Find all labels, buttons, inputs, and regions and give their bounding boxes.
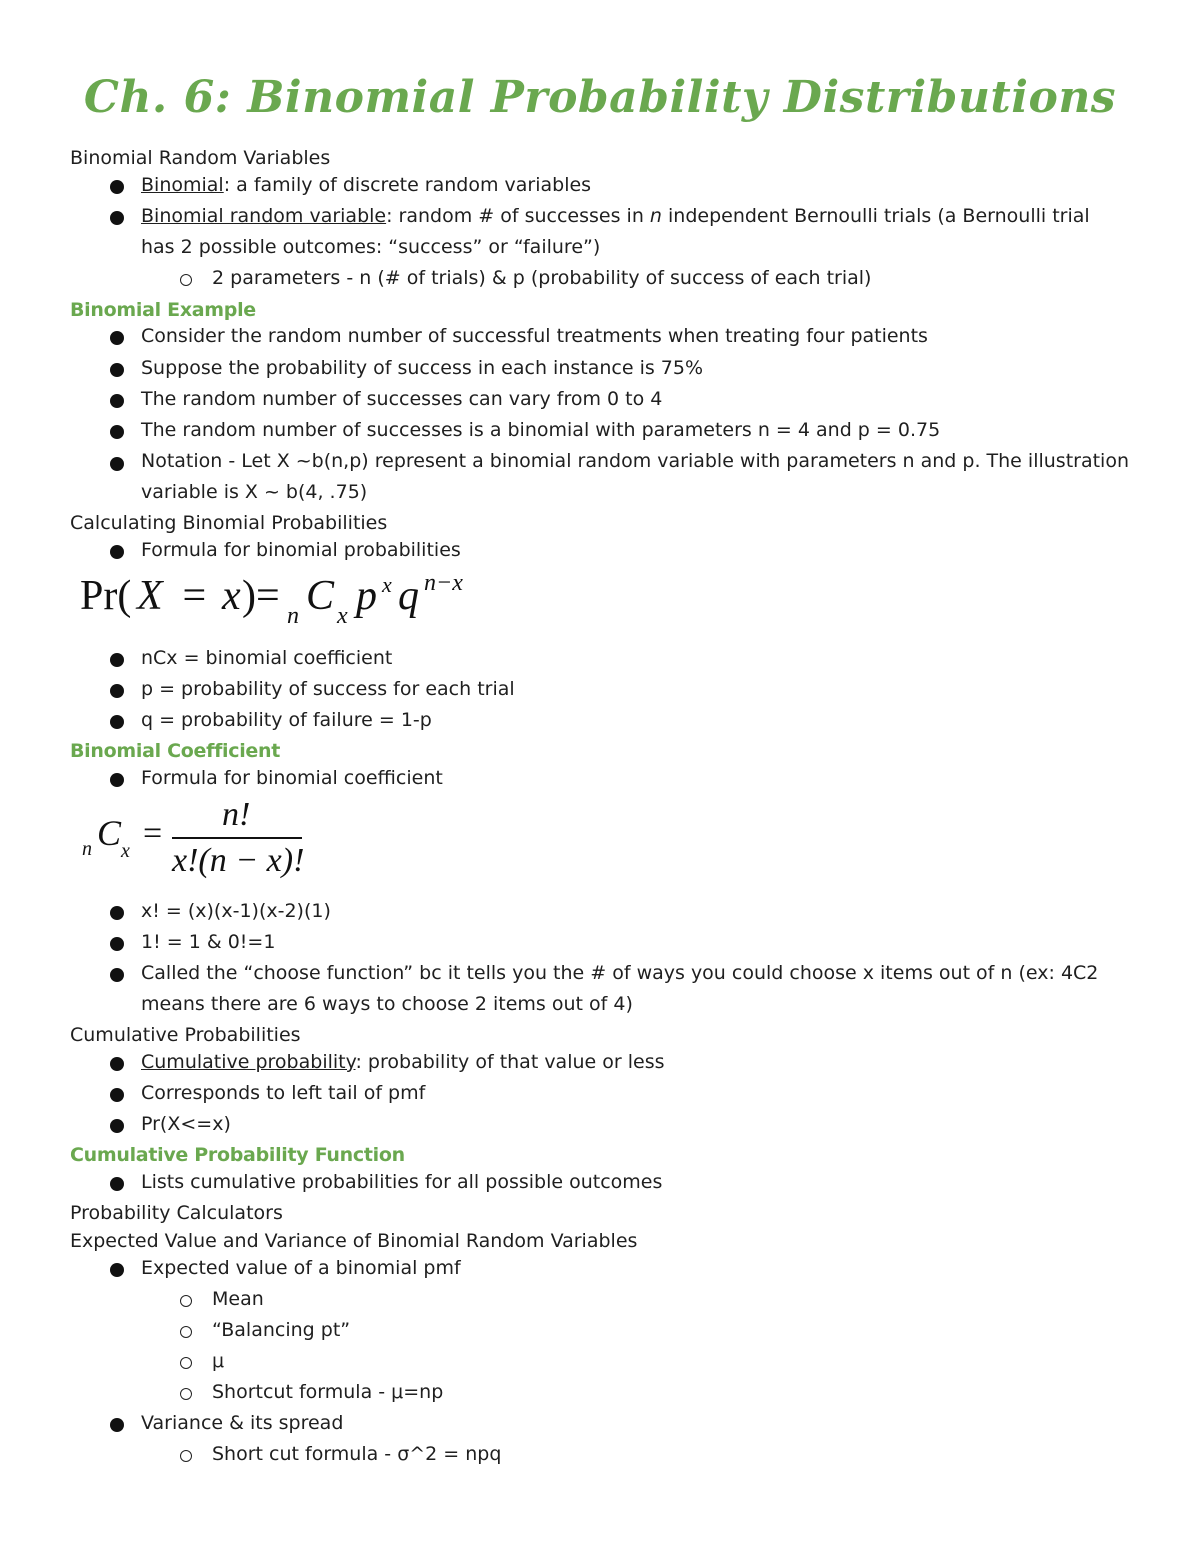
bullet-icon <box>110 1177 124 1191</box>
page-title: Ch. 6: Binomial Probability Distributions <box>83 72 1117 123</box>
list-item: Formula for binomial coefficient <box>141 767 443 789</box>
bullet-icon <box>110 906 124 920</box>
bullet-icon <box>110 1418 124 1432</box>
sub-list-item: Shortcut formula - μ=np <box>212 1381 444 1403</box>
list-item: Binomial random variable: random # of successes in n independent Bernoulli trials (a Bernoulli trial <box>141 205 1090 227</box>
bullet-icon <box>110 425 124 439</box>
sub-list-item: Mean <box>212 1288 264 1310</box>
heading-binomial-example: Binomial Example <box>70 299 256 321</box>
list-item: Suppose the probability of success in each instance is 75% <box>141 357 704 379</box>
list-item: Lists cumulative probabilities for all possible outcomes <box>141 1171 663 1193</box>
heading-probability-calculators: Probability Calculators <box>70 1202 283 1224</box>
bullet-icon <box>110 773 124 787</box>
list-item: The random number of successes is a binomial with parameters n = 4 and p = 0.75 <box>141 419 941 441</box>
hollow-bullet-icon <box>180 1388 192 1400</box>
bullet-icon <box>110 457 124 471</box>
list-item: The random number of successes can vary from 0 to 4 <box>141 388 663 410</box>
bullet-icon <box>110 1119 124 1133</box>
bullet-icon <box>110 1057 124 1071</box>
hollow-bullet-icon <box>180 1326 192 1338</box>
bullet-icon <box>110 545 124 559</box>
list-item: x! = (x)(x-1)(x-2)(1) <box>141 900 331 922</box>
list-item-continuation: variable is X ~ b(4, .75) <box>141 481 368 503</box>
heading-cumulative-probabilities: Cumulative Probabilities <box>70 1024 301 1046</box>
heading-expected-value-and-variance: Expected Value and Variance of Binomial Random Variables <box>70 1230 638 1252</box>
bullet-icon <box>110 211 124 225</box>
bullet-icon <box>110 684 124 698</box>
bullet-icon <box>110 937 124 951</box>
list-item: 1! = 1 & 0!=1 <box>141 931 276 953</box>
bullet-icon <box>110 180 124 194</box>
heading-calculating-binomial-probabilities: Calculating Binomial Probabilities <box>70 512 388 534</box>
fraction-bar <box>172 837 302 839</box>
list-item: Cumulative probability: probability of that value or less <box>141 1051 665 1073</box>
heading-binomial-random-variables: Binomial Random Variables <box>70 147 331 169</box>
hollow-bullet-icon <box>180 1295 192 1307</box>
document-page: Ch. 6: Binomial Probability Distributions Binomial Random Variables Binomial: a family of discrete random variables Binomial random variable: random # of successes in n independent Bernoulli trials (a Bernoulli trial has 2 possible outcomes: “success” or “failure”) 2 parameters - n (# of trials) & p (probability of success of each trial) Binomial Example Consider the random number of successful treatments when treating four patients Suppose the probability of success in each instance is 75% The random number of successes can vary from 0 to 4 The random number of successes is a binomial with parameters n = 4 and p = 0.75 Notation - Let X ~b(n,p) represent a binomial random variable with parameters n and p. The illustration variable is X ~ b(4, .75) Calculating Binomial Probabilities Formula for binomial probabilities Pr( X = x )= n C x p x q n−x nCx = binomial coefficient p = probability of success for each trial q = probability of failure = 1-p Binomial Coefficient Formula for binomial coefficient n C x = n! x!(n − x)! x! = (x)(x-1)(x-2)(1) 1! = 1 & 0!=1 Called the “choose function” bc it tells you the # of ways you could choose x items out of n (ex: 4C2 means there are 6 ways to choose 2 items out of 4) Cumulative Probabilities Cumulative probability: probability of that value or less Corresponds to left tail of pmf Pr(X<=x) Cumulative Probability Function Lists cumulative probabilities for all possible outcomes Probability Calculators Expected Value and Variance of Binomial Random Variables Expected value of a binomial pmf Mean “Balancing pt” μ Shortcut formula - μ=np Variance & its spread Short cut formula - σ^2 = npq <box>0 0 1200 1553</box>
list-item: Formula for binomial probabilities <box>141 539 461 561</box>
bullet-icon <box>110 363 124 377</box>
list-item: Corresponds to left tail of pmf <box>141 1082 426 1104</box>
sub-list-item: 2 parameters - n (# of trials) & p (probability of success of each trial) <box>212 267 872 289</box>
list-item: Called the “choose function” bc it tells you the # of ways you could choose x items out of n (ex: 4C2 <box>141 962 1099 984</box>
bullet-icon <box>110 1088 124 1102</box>
heading-binomial-coefficient: Binomial Coefficient <box>70 740 281 762</box>
list-item: Consider the random number of successful treatments when treating four patients <box>141 325 928 347</box>
sub-list-item: “Balancing pt” <box>212 1319 351 1341</box>
list-item: Variance & its spread <box>141 1412 344 1434</box>
list-item: nCx = binomial coefficient <box>141 647 393 669</box>
sub-list-item: Short cut formula - σ^2 = npq <box>212 1443 502 1465</box>
hollow-bullet-icon <box>180 1450 192 1462</box>
list-item: Binomial: a family of discrete random variables <box>141 174 592 196</box>
bullet-icon <box>110 653 124 667</box>
sub-list-item: μ <box>212 1350 225 1372</box>
hollow-bullet-icon <box>180 274 192 286</box>
list-item: p = probability of success for each trial <box>141 678 515 700</box>
list-item: Expected value of a binomial pmf <box>141 1257 461 1279</box>
bullet-icon <box>110 331 124 345</box>
list-item: q = probability of failure = 1-p <box>141 709 432 731</box>
list-item: Pr(X<=x) <box>141 1113 231 1135</box>
bullet-icon <box>110 394 124 408</box>
bullet-icon <box>110 968 124 982</box>
hollow-bullet-icon <box>180 1357 192 1369</box>
list-item-continuation: means there are 6 ways to choose 2 items out of 4) <box>141 993 633 1015</box>
list-item: Notation - Let X ~b(n,p) represent a binomial random variable with parameters n and p. The illustration <box>141 450 1129 472</box>
heading-cumulative-probability-function: Cumulative Probability Function <box>70 1144 405 1166</box>
list-item-continuation: has 2 possible outcomes: “success” or “failure”) <box>141 236 601 258</box>
bullet-icon <box>110 715 124 729</box>
bullet-icon <box>110 1263 124 1277</box>
